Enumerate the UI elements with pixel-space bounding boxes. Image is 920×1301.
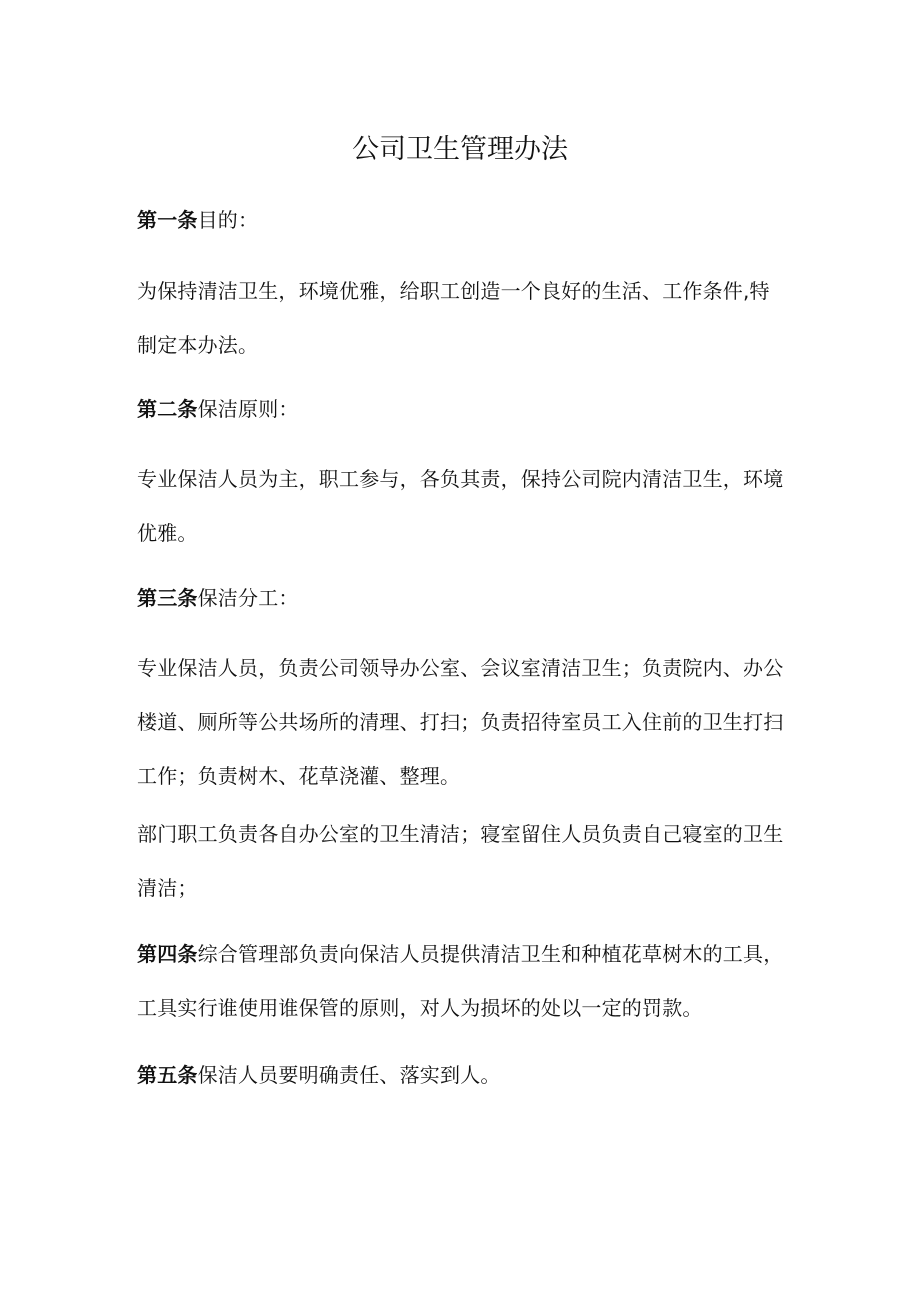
- article-number: 第五条: [137, 1063, 198, 1087]
- article-text: 保洁原则：: [197, 397, 299, 421]
- article-text: 综合管理部负责向保洁人员提供清洁卫生和种植花草树木的工具，工具实行谁使用谁保管的原则，对人为损坏的处以一定的罚款。: [137, 942, 784, 1020]
- article-number: 第二条: [137, 397, 198, 421]
- article-text: 保洁人员要明确责任、落实到人。: [197, 1063, 501, 1087]
- article-3-body-2: [137, 807, 787, 915]
- article-text: 保洁分工：: [197, 586, 299, 610]
- article-4: [137, 927, 787, 1035]
- article-text: 目的：: [197, 208, 259, 232]
- paragraph-text: 专业保洁人员为主，职工参与，各负其责，保持公司院内清洁卫生，环境优雅。: [137, 467, 784, 545]
- article-number: 第三条: [137, 586, 198, 610]
- article-3-heading: [137, 571, 787, 625]
- paragraph-text: 专业保洁人员，负责公司领导办公室、会议室清洁卫生；负责院内、办公楼道、厕所等公共场所的清理、打扫；负责招待室员工入住前的卫生打扫工作；负责树木、花草浇灌、整理。: [137, 656, 784, 788]
- article-1-body: [137, 264, 787, 372]
- article-number: 第一条: [137, 208, 198, 232]
- article-3-body-1: [137, 641, 787, 803]
- article-2-heading: [137, 382, 787, 436]
- article-5: [137, 1048, 787, 1102]
- paragraph-text: 为保持清洁卫生，环境优雅，给职工创造一个良好的生活、工作条件,特制定本办法。: [137, 279, 770, 357]
- paragraph-text: 部门职工负责各自办公室的卫生清洁；寝室留住人员负责自己寝室的卫生清洁；: [137, 822, 784, 900]
- article-1-heading: [137, 193, 787, 247]
- article-number: 第四条: [137, 942, 198, 966]
- article-2-body: [137, 452, 787, 560]
- document-title: 公司卫生管理办法: [352, 134, 568, 165]
